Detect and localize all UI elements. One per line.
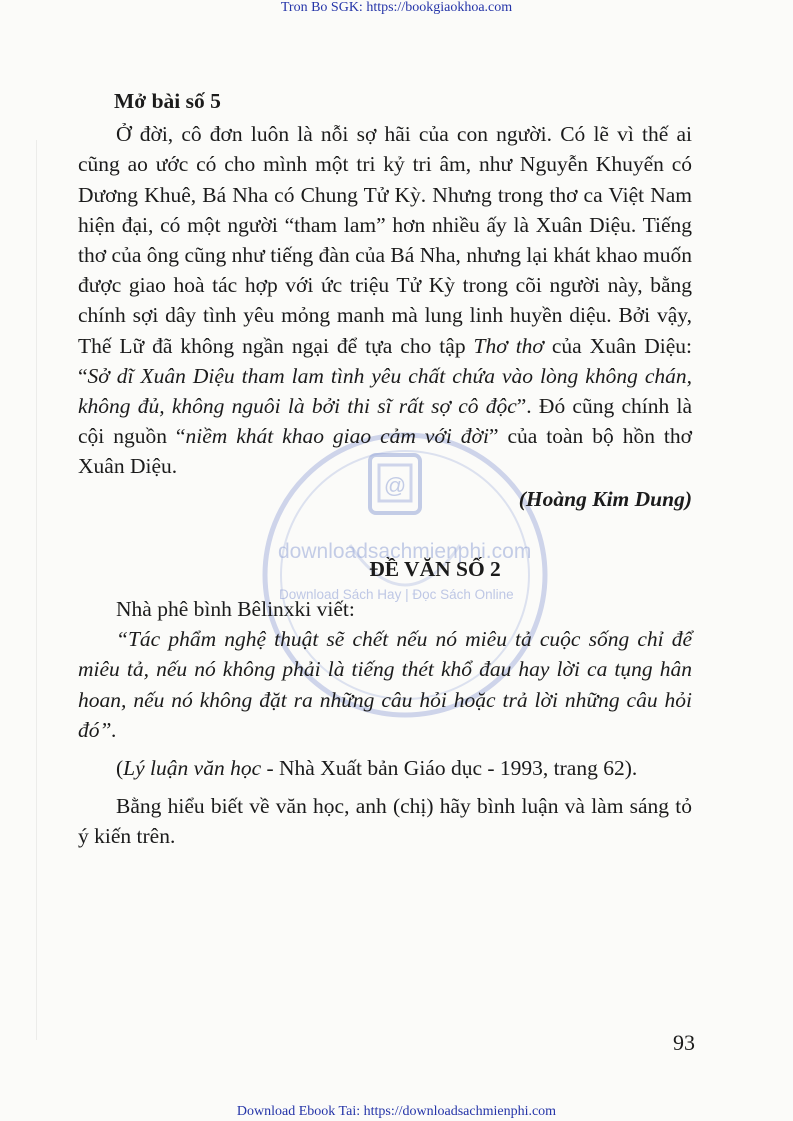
paragraph-text-mid2: ”. Đó cũng chính là cội nguồn “ <box>78 394 692 449</box>
exercise-intro: Nhà phê bình Bêlinxki viết: <box>116 597 355 622</box>
source-rest: - Nhà Xuất bản Giáo dục - 1993, trang 62). <box>261 756 638 781</box>
source-open: ( <box>116 756 124 781</box>
quote-khat-khao: niềm khát khao giao cảm với đời <box>185 424 489 449</box>
paragraph-text-start: Ở đời, cô đơn luôn là nỗi sợ hãi của con người. Có lẽ vì thế ai cũng ao ước có cho mình một tri kỷ tri âm, như Nguyễn Khuyến có Dương Khuê, Bá Nha có Chung Tử Kỳ. Nhưng trong thơ ca Việt Nam hiện đại, có một người “tham lam” hơn nhiều ấy là Xuân Diệu. Tiếng thơ của ông cũng như tiếng đàn của Bá Nha, nhưng lại khát khao muốn được giao hoà tác hợp với ức triệu Tử Kỳ trong cõi người này, bằng chính sợi dây tình yêu mỏng manh mà lung linh huyền diệu. Bởi vậy, Thế Lữ đã không ngần ngại để tựa cho tập <box>78 122 692 358</box>
watermark-site-text: downloadsachmienphi.com <box>278 540 532 563</box>
author-signature: (Hoàng Kim Dung) <box>518 486 692 511</box>
scan-shadow-line <box>36 140 37 1040</box>
intro-paragraph <box>78 119 692 481</box>
source-title: Lý luận văn học <box>123 756 262 781</box>
page-content <box>78 86 692 852</box>
exercise-title-text: ĐỀ VĂN SỐ 2 <box>369 556 501 581</box>
exercise-title <box>78 554 692 584</box>
page-header-link[interactable]: Tron Bo SGK: https://bookgiaokhoa.com <box>280 0 513 15</box>
quote-the-lu: Sở dĩ Xuân Diệu tham lam tình yêu chất chứa vào lòng không chán, không đủ, không nguôi là bởi thi sĩ rất sợ cô độc <box>78 363 692 419</box>
paragraph-text-mid: của Xuân Diệu: “ <box>78 333 692 388</box>
exercise-source <box>78 753 692 783</box>
page-footer-link[interactable]: Download Ebook Tai: https://downloadsachmienphi.com <box>236 1104 557 1119</box>
svg-text:@: @ <box>383 473 407 498</box>
exercise-quote: “Tác phẩm nghệ thuật sẽ chết nếu nó miêu tả cuộc sống chỉ để miêu tả, nếu nó không phải là tiếng thét khổ đau hay lời ca tụng hân hoan, nếu nó không đặt ra những câu hỏi hoặc trả lời những câu hỏi đó”. <box>78 627 692 742</box>
page-number: 93 <box>673 1030 695 1055</box>
section-heading: Mở bài số 5 <box>114 89 221 113</box>
exercise-task: Bằng hiểu biết về văn học, anh (chị) hãy bình luận và làm sáng tỏ ý kiến trên. <box>78 794 692 849</box>
paragraph-text-end: ” của toàn bộ hồn thơ Xuân Diệu. <box>78 424 692 479</box>
book-title: Thơ thơ <box>473 333 544 358</box>
watermark-tagline: Download Sách Hay | Đọc Sách Online <box>279 587 514 602</box>
